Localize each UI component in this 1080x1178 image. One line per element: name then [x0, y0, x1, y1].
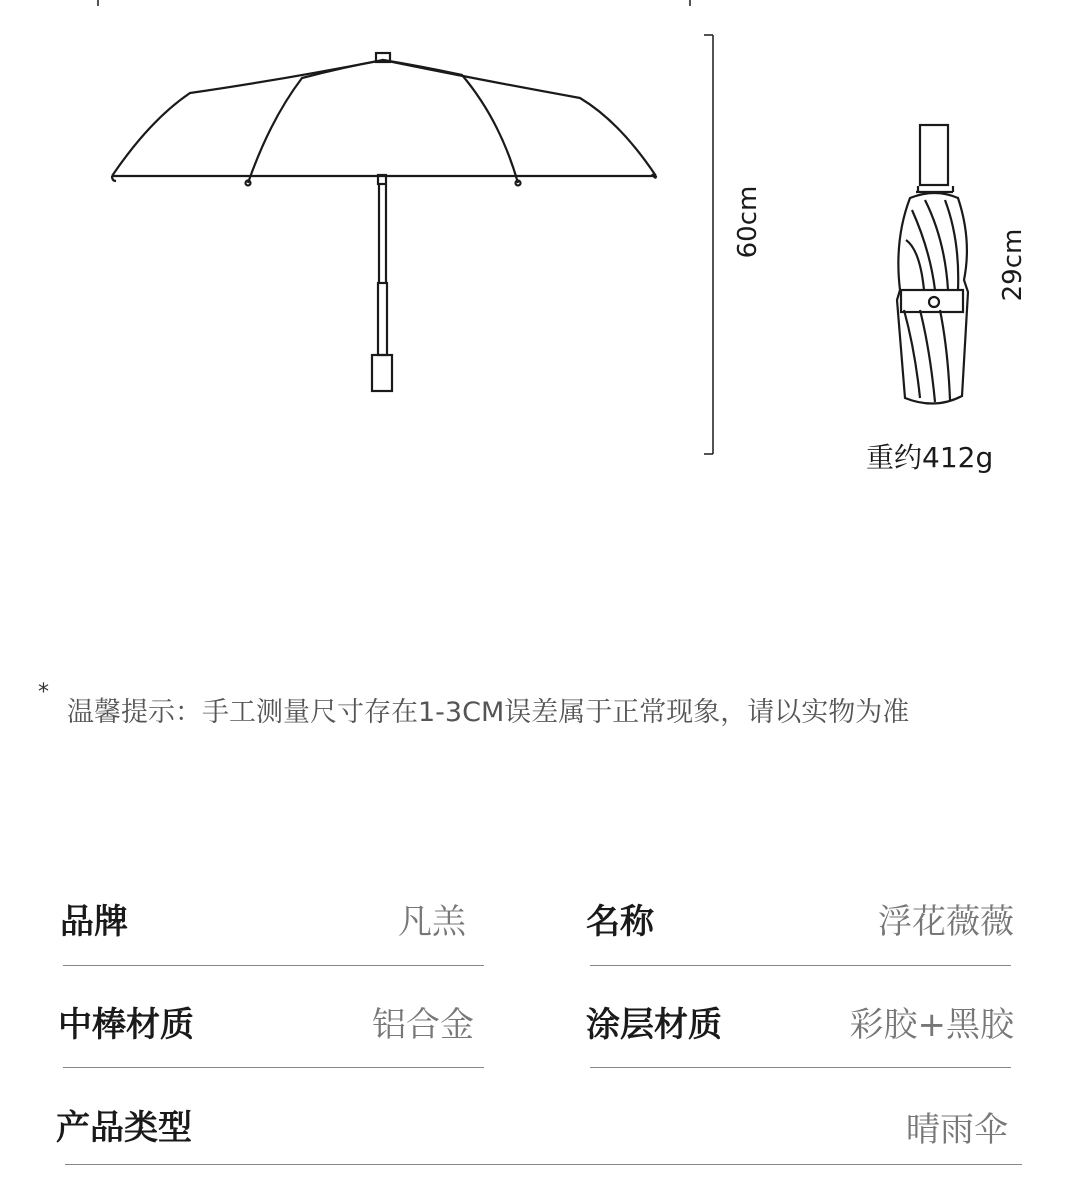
spec-value-shaft-material: 铝合金	[372, 1005, 474, 1045]
spec-key-shaft-material: 中棒材质	[58, 1005, 194, 1045]
folded-length-label: 29cm	[998, 228, 1028, 302]
spec-divider	[63, 1067, 484, 1068]
spec-key-name: 名称	[586, 902, 654, 942]
spec-divider	[65, 1164, 1022, 1165]
folded-umbrella-icon	[897, 125, 968, 404]
spec-key-coating-material: 涂层材质	[586, 1005, 722, 1045]
open-height-label: 60cm	[733, 185, 763, 259]
spec-divider	[590, 1067, 1011, 1068]
notice-text: 温馨提示：手工测量尺寸存在1-3CM误差属于正常现象，请以实物为准	[67, 697, 910, 728]
notice-star: *	[38, 680, 49, 705]
spec-value-name: 浮花薇薇	[878, 902, 1014, 942]
spec-value-product-type: 晴雨伞	[906, 1110, 1008, 1150]
spec-divider	[590, 965, 1011, 966]
spec-key-product-type: 产品类型	[56, 1108, 192, 1148]
open-umbrella-icon	[112, 53, 656, 391]
spec-key-brand: 品牌	[60, 902, 128, 942]
open-height-dimension	[704, 35, 713, 454]
spec-value-coating-material: 彩胶+黑胶	[849, 1005, 1014, 1045]
spec-value-brand: 凡羔	[398, 902, 466, 942]
spec-divider	[63, 965, 484, 966]
weight-label: 重约412g	[866, 441, 994, 474]
